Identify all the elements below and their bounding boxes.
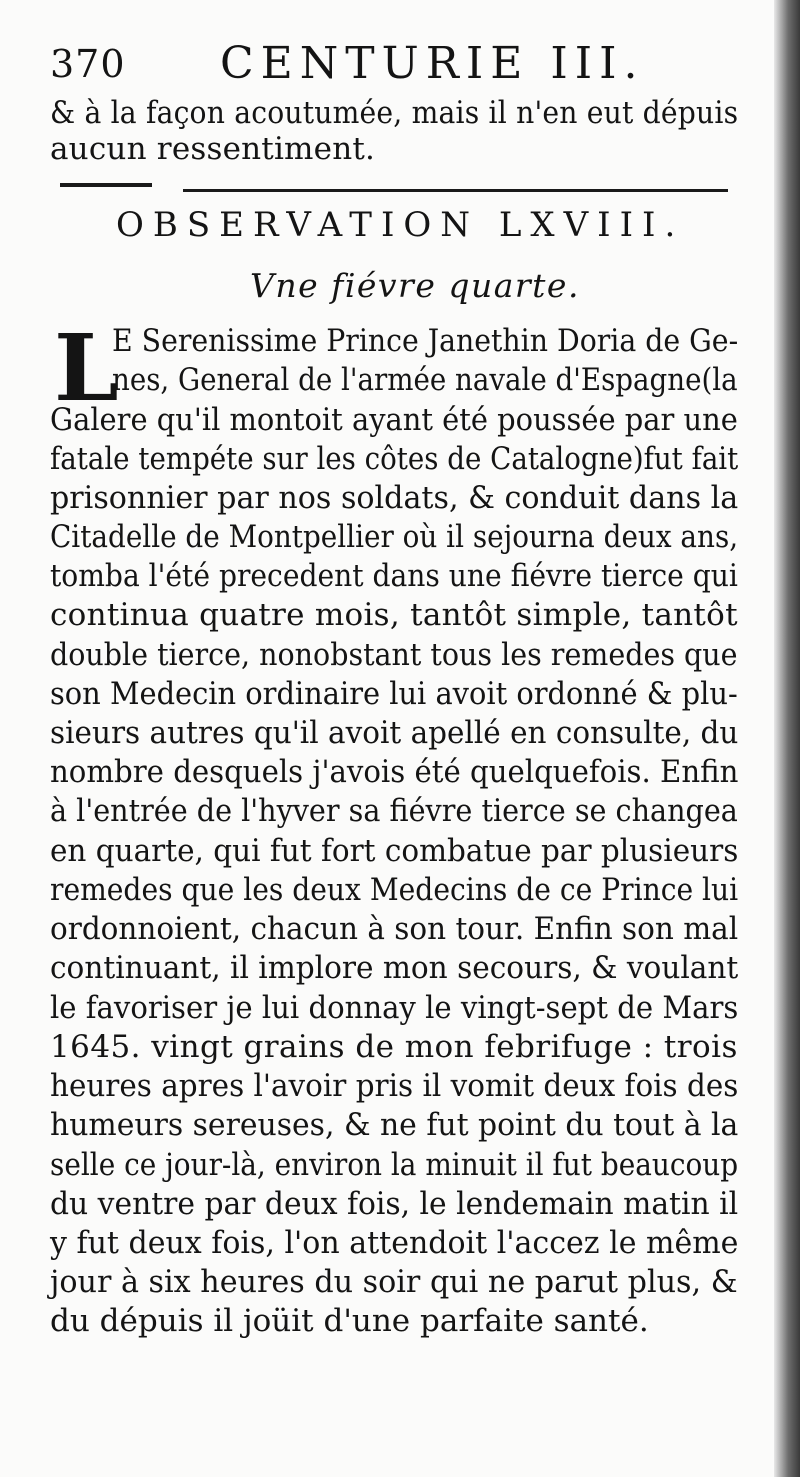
body-line: prisonnier par nos soldats, & conduit dans la xyxy=(50,480,739,516)
body-line: E Serenissime Prince Janethin Doria de Ge- xyxy=(112,323,739,359)
body-line: à l'entrée de l'hyver sa fiévre tierce se changea xyxy=(50,793,738,829)
body-line: humeurs sereuses, & ne fut point du tout à la xyxy=(50,1107,739,1143)
body-line: 1645. vingt grains de mon febrifuge : trois xyxy=(50,1029,738,1065)
body-line: Galere qu'il montoit ayant été poussée par une xyxy=(50,402,738,438)
running-title: CENTURIE III. xyxy=(220,38,645,89)
body-line: fatale tempéte sur les côtes de Catalogne)fut fait xyxy=(50,441,739,477)
section-rule-short xyxy=(60,183,152,187)
carryover-line: & à la façon acoutumée, mais il n'en eut dépuis xyxy=(50,95,739,131)
body-line: du ventre par deux fois, le lendemain matin il xyxy=(50,1186,739,1222)
body-line: double tierce, nonobstant tous les remedes que xyxy=(50,637,738,673)
body-line: sieurs autres qu'il avoit apellé en consulte, du xyxy=(50,715,739,751)
body-line: du dépuis il joüit d'une parfaite santé. xyxy=(50,1303,649,1339)
body-line: ordonnoient, chacun à son tour. Enfin son mal xyxy=(50,911,739,947)
body-line: continuant, il implore mon secours, & voulant xyxy=(50,950,739,986)
body-line: en quarte, qui fut fort combatue par plusieurs xyxy=(50,833,739,869)
body-line: heures apres l'avoir pris il vomit deux fois des xyxy=(50,1068,739,1104)
section-rule-long xyxy=(183,189,728,192)
body-line: remedes que les deux Medecins de ce Prince lui xyxy=(50,872,739,908)
body-line: tomba l'été precedent dans une fiévre tierce qui xyxy=(50,558,738,594)
observation-subtitle: Vne fiévre quarte. xyxy=(250,266,580,305)
body-line: le favoriser je lui donnay le vingt-sept de Mars xyxy=(50,990,739,1026)
body-line: Citadelle de Montpellier où il sejourna deux ans, xyxy=(50,519,739,555)
drop-cap: L xyxy=(54,314,119,422)
body-line: y fut deux fois, l'on attendoit l'accez le même xyxy=(50,1225,739,1261)
body-line: jour à six heures du soir qui ne parut plus, & xyxy=(50,1264,738,1300)
body-line: continua quatre mois, tantôt simple, tantôt xyxy=(50,597,738,633)
body-line: nombre desquels j'avois été quelquefois. Enfin xyxy=(50,754,739,790)
body-line: selle ce jour-là, environ la minuit il fut beaucoup xyxy=(50,1147,739,1183)
page-edge-shadow xyxy=(774,0,800,1477)
page-number: 370 xyxy=(50,42,126,86)
body-line: nes, General de l'armée navale d'Espagne(la xyxy=(112,362,738,398)
carryover-line: aucun ressentiment. xyxy=(50,131,376,167)
page-header xyxy=(50,38,740,94)
body-line: son Medecin ordinaire lui avoit ordonné & plu- xyxy=(50,676,738,712)
observation-heading: OBSERVATION LXVIII. xyxy=(116,205,685,245)
